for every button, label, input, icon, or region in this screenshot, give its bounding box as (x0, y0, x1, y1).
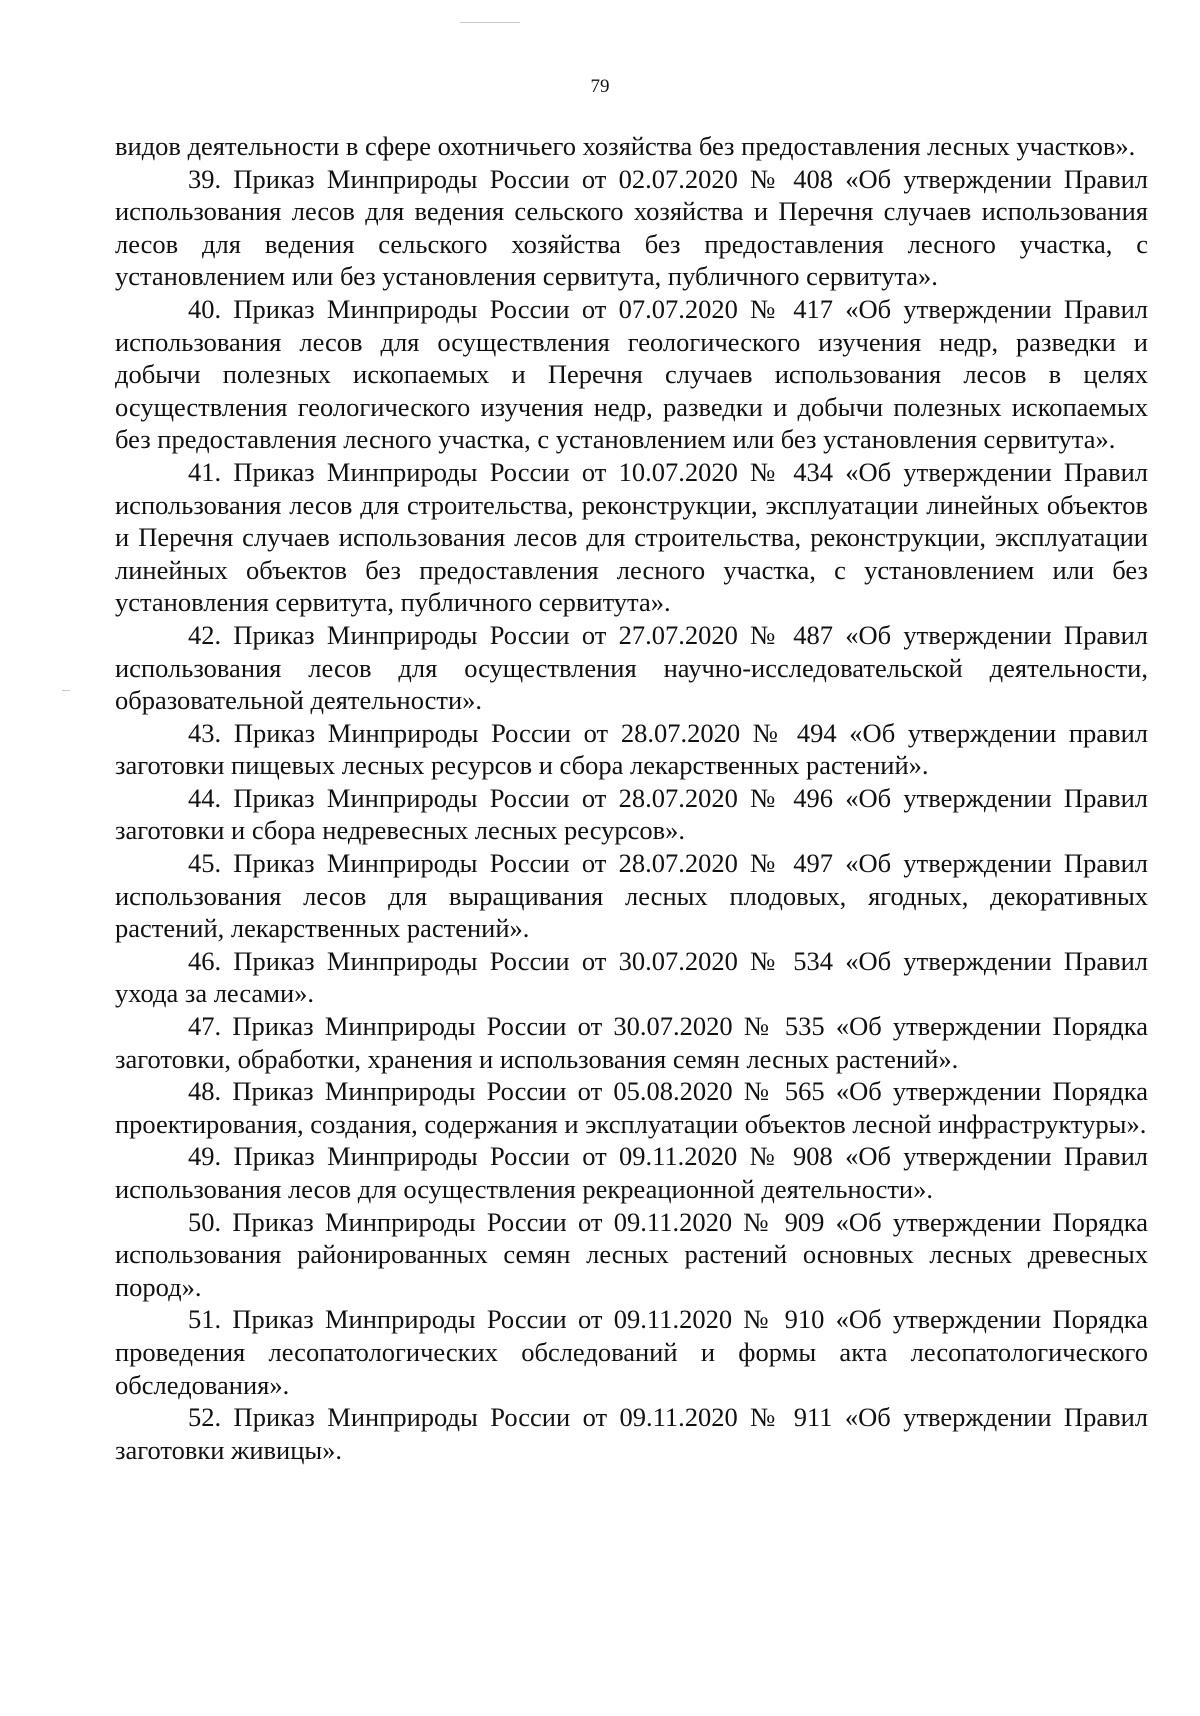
scan-artifact (460, 22, 520, 23)
paragraph-continuation: видов деятельности в сфере охотничьего хозяйства без предоставления лесных участков». (115, 131, 1136, 161)
list-item-40: 40. Приказ Минприроды России от 07.07.2020 № 417 «Об утверждении Правил использования лесов для осуществления геологического изучения недр, разведки и добычи полезных ископаемых и Перечня случаев использования лесов в целях осуществления геологического изучения недр, разведки и добычи полезных ископаемых без предоставления лесного участка, с установлением или без установления сервитута». (115, 293, 1148, 455)
list-item-41: 41. Приказ Минприроды России от 10.07.2020 № 434 «Об утверждении Правил использования лесов для строительства, реконструкции, эксплуатации линейных объектов и Перечня случаев использования лесов для строительства, реконструкции, эксплуатации линейных объектов без предоставления лесного участка, с установлением или без установления сервитута, публичного сервитута». (115, 456, 1148, 618)
list-item-49: 49. Приказ Минприроды России от 09.11.2020 № 908 «Об утверждении Правил использования лесов для осуществления рекреационной деятельности». (115, 1141, 1148, 1204)
list-item-46: 46. Приказ Минприроды России от 30.07.2020 № 534 «Об утверждении Правил ухода за лесами». (115, 945, 1148, 1009)
list-item-50: 50. Приказ Минприроды России от 09.11.2020 № 909 «Об утверждении Порядка использования районированных семян лесных растений основных лесных древесных пород». (115, 1206, 1148, 1302)
list-item-44: 44. Приказ Минприроды России от 28.07.2020 № 496 «Об утверждении Правил заготовки и сбора недревесных лесных ресурсов». (115, 782, 1148, 846)
list-item-51: 51. Приказ Минприроды России от 09.11.2020 № 910 «Об утверждении Порядка проведения лесопатологических обследований и формы акта лесопатологического обследования». (115, 1304, 1148, 1400)
list-item-48: 48. Приказ Минприроды России от 05.08.2020 № 565 «Об утверждении Порядка проектирования, создания, содержания и эксплуатации объектов лесной инфраструктуры». (115, 1076, 1148, 1139)
list-item-42: 42. Приказ Минприроды России от 27.07.2020 № 487 «Об утверждении Правил использования лесов для осуществления научно-исследовательской деятельности, образовательной деятельности». (115, 619, 1148, 716)
document-body (115, 130, 1148, 1466)
scan-artifact (62, 690, 70, 691)
list-item-43: 43. Приказ Минприроды России от 28.07.2020 № 494 «Об утверждении правил заготовки пищевых лесных ресурсов и сбора лекарственных растений». (115, 717, 1148, 781)
list-item-52: 52. Приказ Минприроды России от 09.11.2020 № 911 «Об утверждении Правил заготовки живицы». (115, 1402, 1148, 1465)
list-item-39: 39. Приказ Минприроды России от 02.07.2020 № 408 «Об утверждении Правил использования лесов для ведения сельского хозяйства и Перечня случаев использования лесов для ведения сельского хозяйства без предоставления лесного участка, с установлением или без установления сервитута, публичного сервитута». (115, 163, 1148, 292)
list-item-47: 47. Приказ Минприроды России от 30.07.2020 № 535 «Об утверждении Порядка заготовки, обработки, хранения и использования семян лесных растений». (115, 1011, 1148, 1074)
page-number: 79 (590, 76, 610, 97)
list-item-45: 45. Приказ Минприроды России от 28.07.2020 № 497 «Об утверждении Правил использования лесов для выращивания лесных плодовых, ягодных, декоративных растений, лекарственных растений». (115, 848, 1148, 944)
